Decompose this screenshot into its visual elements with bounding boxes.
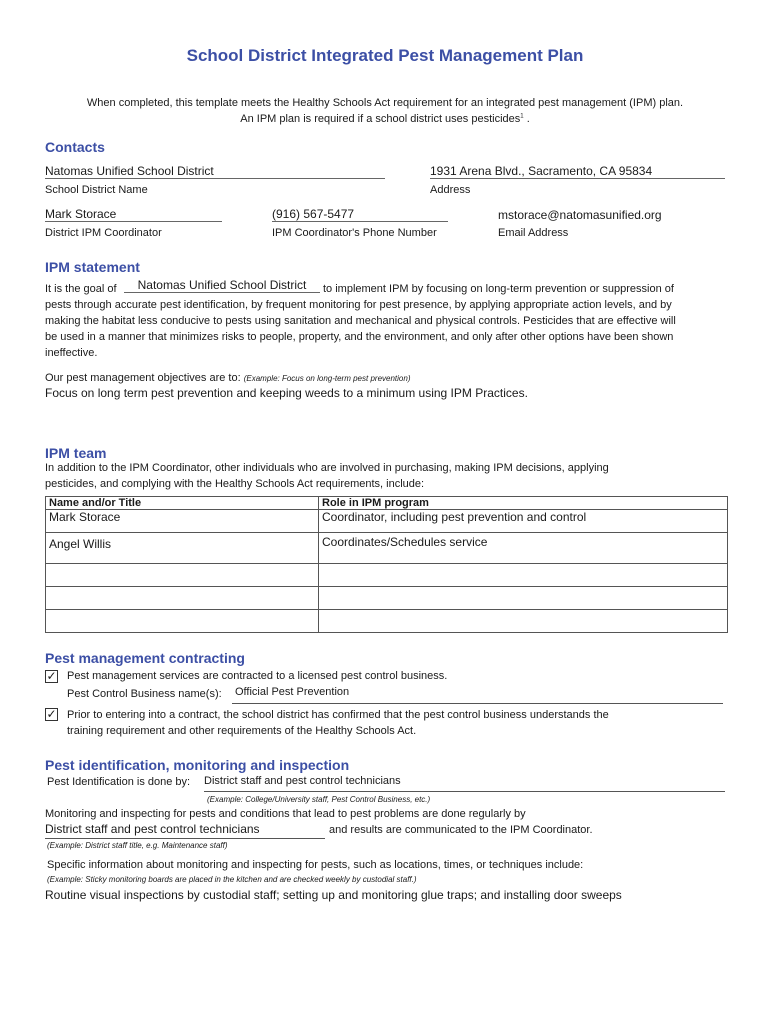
coordinator-label: District IPM Coordinator — [45, 227, 162, 239]
objectives-label-row — [45, 370, 410, 387]
statement-suffix: to implement IPM by focusing on long-term prevention or suppression of — [323, 283, 674, 295]
intro-line-1: When completed, this template meets the Healthy Schools Act requirement for an integrated pest management (IPM) plan. — [86, 97, 684, 109]
page-title: School District Integrated Pest Management Plan — [186, 46, 584, 65]
team-role-cell[interactable]: Coordinates/Schedules service — [319, 533, 728, 564]
intro-line-2 — [0, 113, 770, 125]
objectives-field[interactable]: Focus on long term pest prevention and keeping weeds to a minimum using IPM Practices. — [45, 386, 528, 400]
email-label: Email Address — [498, 227, 569, 239]
coordinator-field[interactable]: Mark Storace — [45, 207, 222, 222]
team-name-cell[interactable] — [46, 587, 319, 610]
monitoring-by-field[interactable]: District staff and pest control technicians — [45, 822, 325, 839]
district-name-label: School District Name — [45, 184, 148, 196]
team-role-cell[interactable] — [319, 564, 728, 587]
contacts-heading: Contacts — [45, 139, 105, 155]
table-row — [46, 533, 728, 564]
team-desc-line-1: In addition to the IPM Coordinator, other individuals who are involved in purchasing, making IPM decisions, applying — [45, 462, 609, 474]
district-name-field[interactable]: Natomas Unified School District — [45, 164, 385, 179]
team-name-cell[interactable]: Angel Willis — [46, 533, 319, 564]
services-contracted-checkbox[interactable]: ✓ — [46, 669, 57, 683]
phone-label: IPM Coordinator's Phone Number — [272, 227, 437, 239]
monitoring-line-1: Monitoring and inspecting for pests and conditions that lead to pest problems are done regularly by — [45, 808, 526, 820]
business-name-field[interactable]: Official Pest Prevention — [232, 686, 723, 704]
address-label: Address — [430, 184, 471, 196]
phone-field[interactable]: (916) 567-5477 — [272, 207, 448, 222]
business-name-label: Pest Control Business name(s): — [67, 688, 222, 700]
team-name-cell[interactable]: Mark Storace — [46, 510, 319, 533]
col-role-header: Role in IPM program — [319, 497, 728, 510]
monitoring-suffix: and results are communicated to the IPM Coordinator. — [329, 824, 593, 836]
team-role-cell[interactable] — [319, 610, 728, 633]
identification-heading: Pest identification, monitoring and inspection — [45, 757, 350, 773]
ipm-team-heading: IPM team — [45, 445, 107, 461]
statement-prefix: It is the goal of — [45, 283, 117, 295]
specific-example: (Example: Sticky monitoring boards are placed in the kitchen and are checked weekly by custodial staff.) — [47, 875, 417, 884]
table-row — [46, 564, 728, 587]
requirements-confirmed-checkbox[interactable]: ✓ — [46, 707, 57, 721]
statement-line-3: making the habitat less conducive to pests using sanitation and mechanical and physical controls. Pesticides that are effective will — [45, 315, 676, 327]
table-row — [46, 610, 728, 633]
specific-field[interactable]: Routine visual inspections by custodial staff; setting up and monitoring glue traps; and installing door sweeps — [45, 888, 622, 902]
statement-district-field[interactable]: Natomas Unified School District — [124, 278, 320, 293]
statement-line-5: ineffective. — [45, 347, 98, 359]
services-contracted-text: Pest management services are contracted to a licensed pest control business. — [67, 670, 448, 682]
objectives-example: (Example: Focus on long-term pest prevention) — [243, 374, 411, 383]
objectives-label: Our pest management objectives are to: — [45, 372, 241, 384]
intro-line-2-end: . — [526, 113, 530, 125]
statement-line-2: pests through accurate pest identification, by frequent monitoring for pest presence, by applying appropriate action levels, and by — [45, 299, 672, 311]
table-row — [46, 510, 728, 533]
footnote-mark: 1 — [520, 113, 524, 120]
col-name-header: Name and/or Title — [46, 497, 319, 510]
email-field[interactable]: mstorace@natomasunified.org — [498, 208, 662, 222]
specific-label: Specific information about monitoring and inspecting for pests, such as locations, times, or techniques include: — [47, 859, 584, 871]
table-header-row — [46, 497, 728, 510]
done-by-field[interactable]: District staff and pest control technicians — [204, 775, 725, 792]
ipm-statement-heading: IPM statement — [45, 259, 140, 275]
team-name-cell[interactable] — [46, 610, 319, 633]
done-by-example: (Example: College/University staff, Pest Control Business, etc.) — [207, 795, 431, 804]
team-role-cell[interactable] — [319, 587, 728, 610]
statement-line-4: be used in a manner that minimizes risks to people, property, and the environment, and only after other options have been shown — [45, 331, 674, 343]
intro-line-2-text: An IPM plan is required if a school district uses pesticides — [240, 113, 521, 125]
done-by-label: Pest Identification is done by: — [47, 776, 191, 788]
monitoring-example: (Example: District staff title, e.g. Maintenance staff) — [47, 841, 228, 850]
team-name-cell[interactable] — [46, 564, 319, 587]
table-row — [46, 587, 728, 610]
team-role-cell[interactable]: Coordinator, including pest prevention and control — [319, 510, 728, 533]
address-field[interactable]: 1931 Arena Blvd., Sacramento, CA 95834 — [430, 164, 725, 179]
requirements-line-1: Prior to entering into a contract, the school district has confirmed that the pest control business understands the — [67, 709, 609, 721]
team-desc-line-2: pesticides, and complying with the Healthy Schools Act requirements, include: — [45, 478, 425, 490]
ipm-team-table — [45, 496, 728, 633]
contracting-heading: Pest management contracting — [45, 650, 245, 666]
requirements-line-2: training requirement and other requirements of the Healthy Schools Act. — [67, 725, 417, 737]
